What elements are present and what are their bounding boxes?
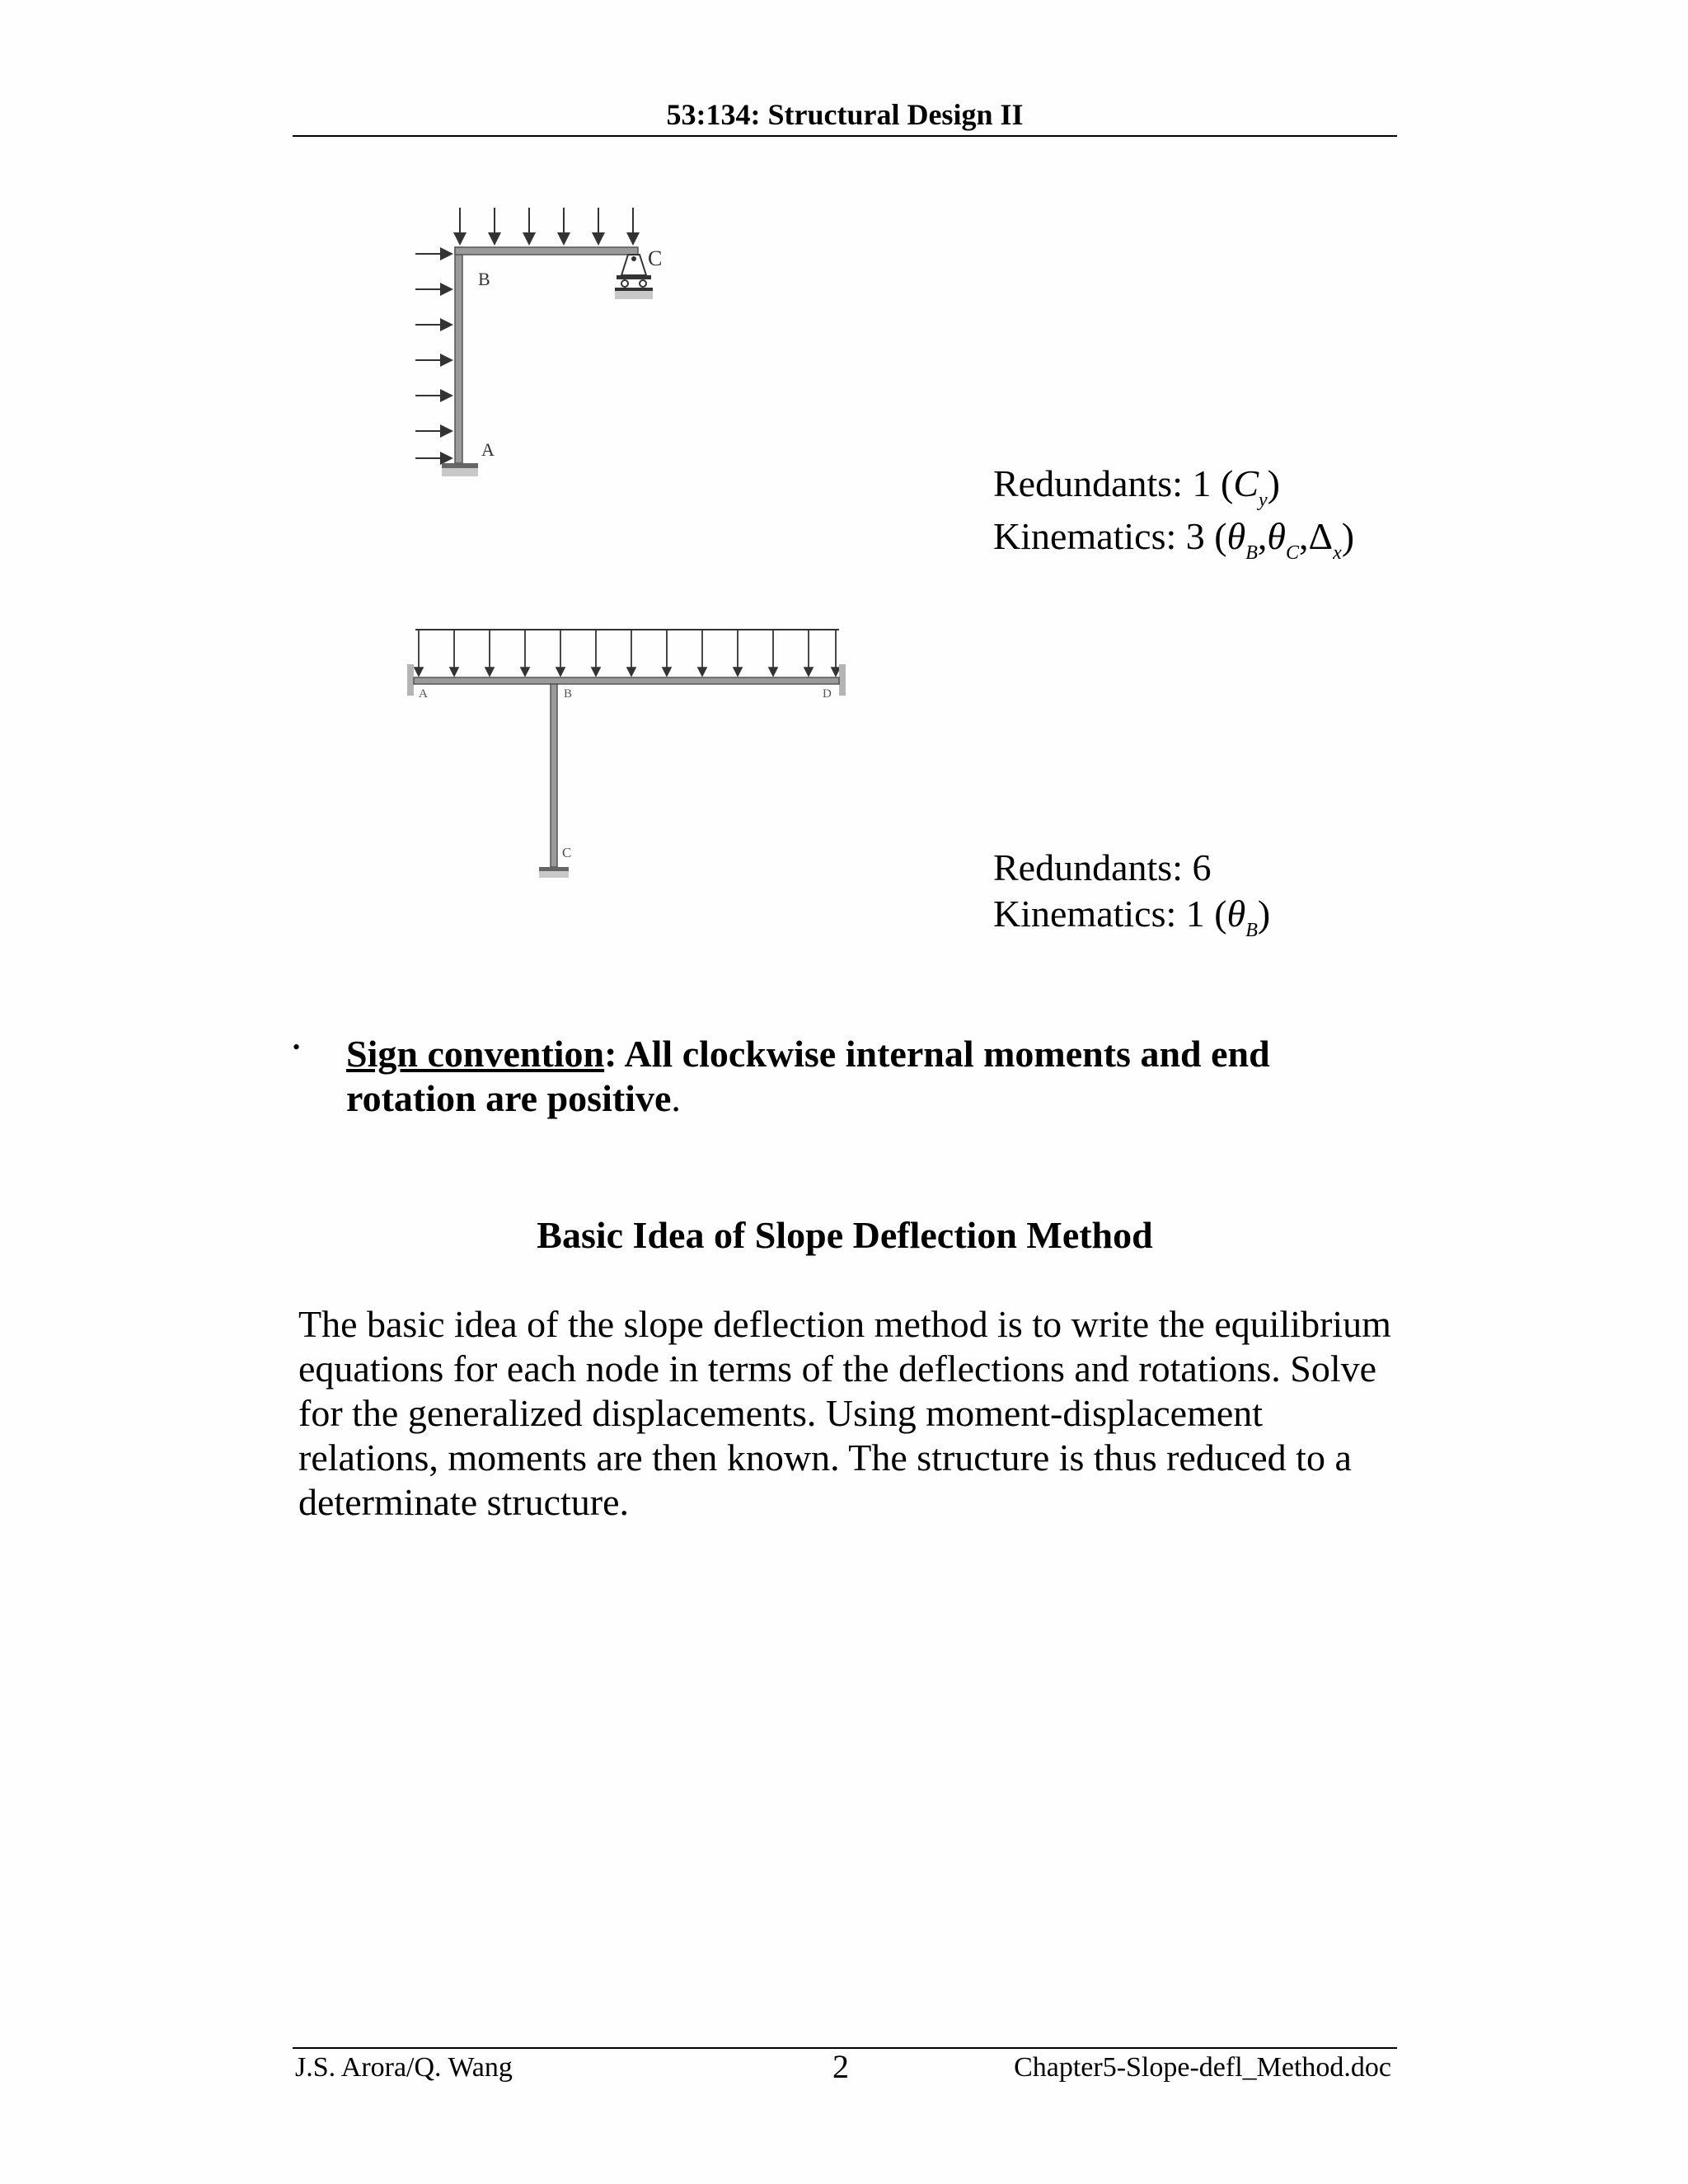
label-c: C [648,246,663,270]
footer-authors: J.S. Arora/Q. Wang [295,2052,513,2083]
section-paragraph: The basic idea of the slope deflection method is to write the equilibrium equations for each node in terms of the deflections and rotations. Solve for the generalized displacements. Using moment-displacement relations, moments are then known. The structure is thus reduced to a determinate structure. [298,1303,1391,1523]
sign-convention-bullet: Sign convention: All clockwise internal moments and end rotation are positive. [346,1033,1270,1119]
sign-convention-text: : All clockwise internal moments and end rotation are positive [346,1033,1270,1119]
label-b: B [564,687,573,701]
label-d: D [823,687,832,701]
horizontal-distributed-load [415,254,452,458]
page-header-title: 53:134: Structural Design II [666,98,1024,131]
sign-convention-term: Sign convention [346,1033,605,1075]
beam-bc [455,247,638,255]
label-a: A [419,687,428,701]
footer-filename: Chapter5-Slope-defl_Method.doc [1014,2052,1391,2083]
label-b: B [478,269,490,289]
frame-figure-1 [396,196,709,493]
vertical-distributed-load [460,208,633,244]
fixed-support-c [539,867,569,871]
column-ab [455,247,462,463]
distributed-load-arrows [419,630,836,676]
header-rule [293,135,1397,137]
figure1-redundants: Redundants: 1 $(C_y)$ [993,462,1280,511]
beam-ad [414,677,839,684]
column-bc [551,684,557,867]
fixed-support-a [442,463,478,476]
figure2-redundants: Redundants: 6 [993,846,1212,888]
section-title: Basic Idea of Slope Deflection Method [537,1214,1153,1256]
figure1-kinematics: Kinematics: 3 $(\theta_B,\theta_C,\Delta_x)$ [993,515,1355,564]
figure2-kinematics: Kinematics: 1 $(\theta_B)$ [993,893,1271,941]
footer-page-number: 2 [832,2048,849,2085]
label-a: A [481,439,495,460]
fixed-support-a [407,664,414,696]
label-c: C [562,845,572,860]
frame-figure-2 [396,618,857,890]
bullet-symbol: • [293,1035,301,1059]
fixed-support-d [839,664,846,696]
